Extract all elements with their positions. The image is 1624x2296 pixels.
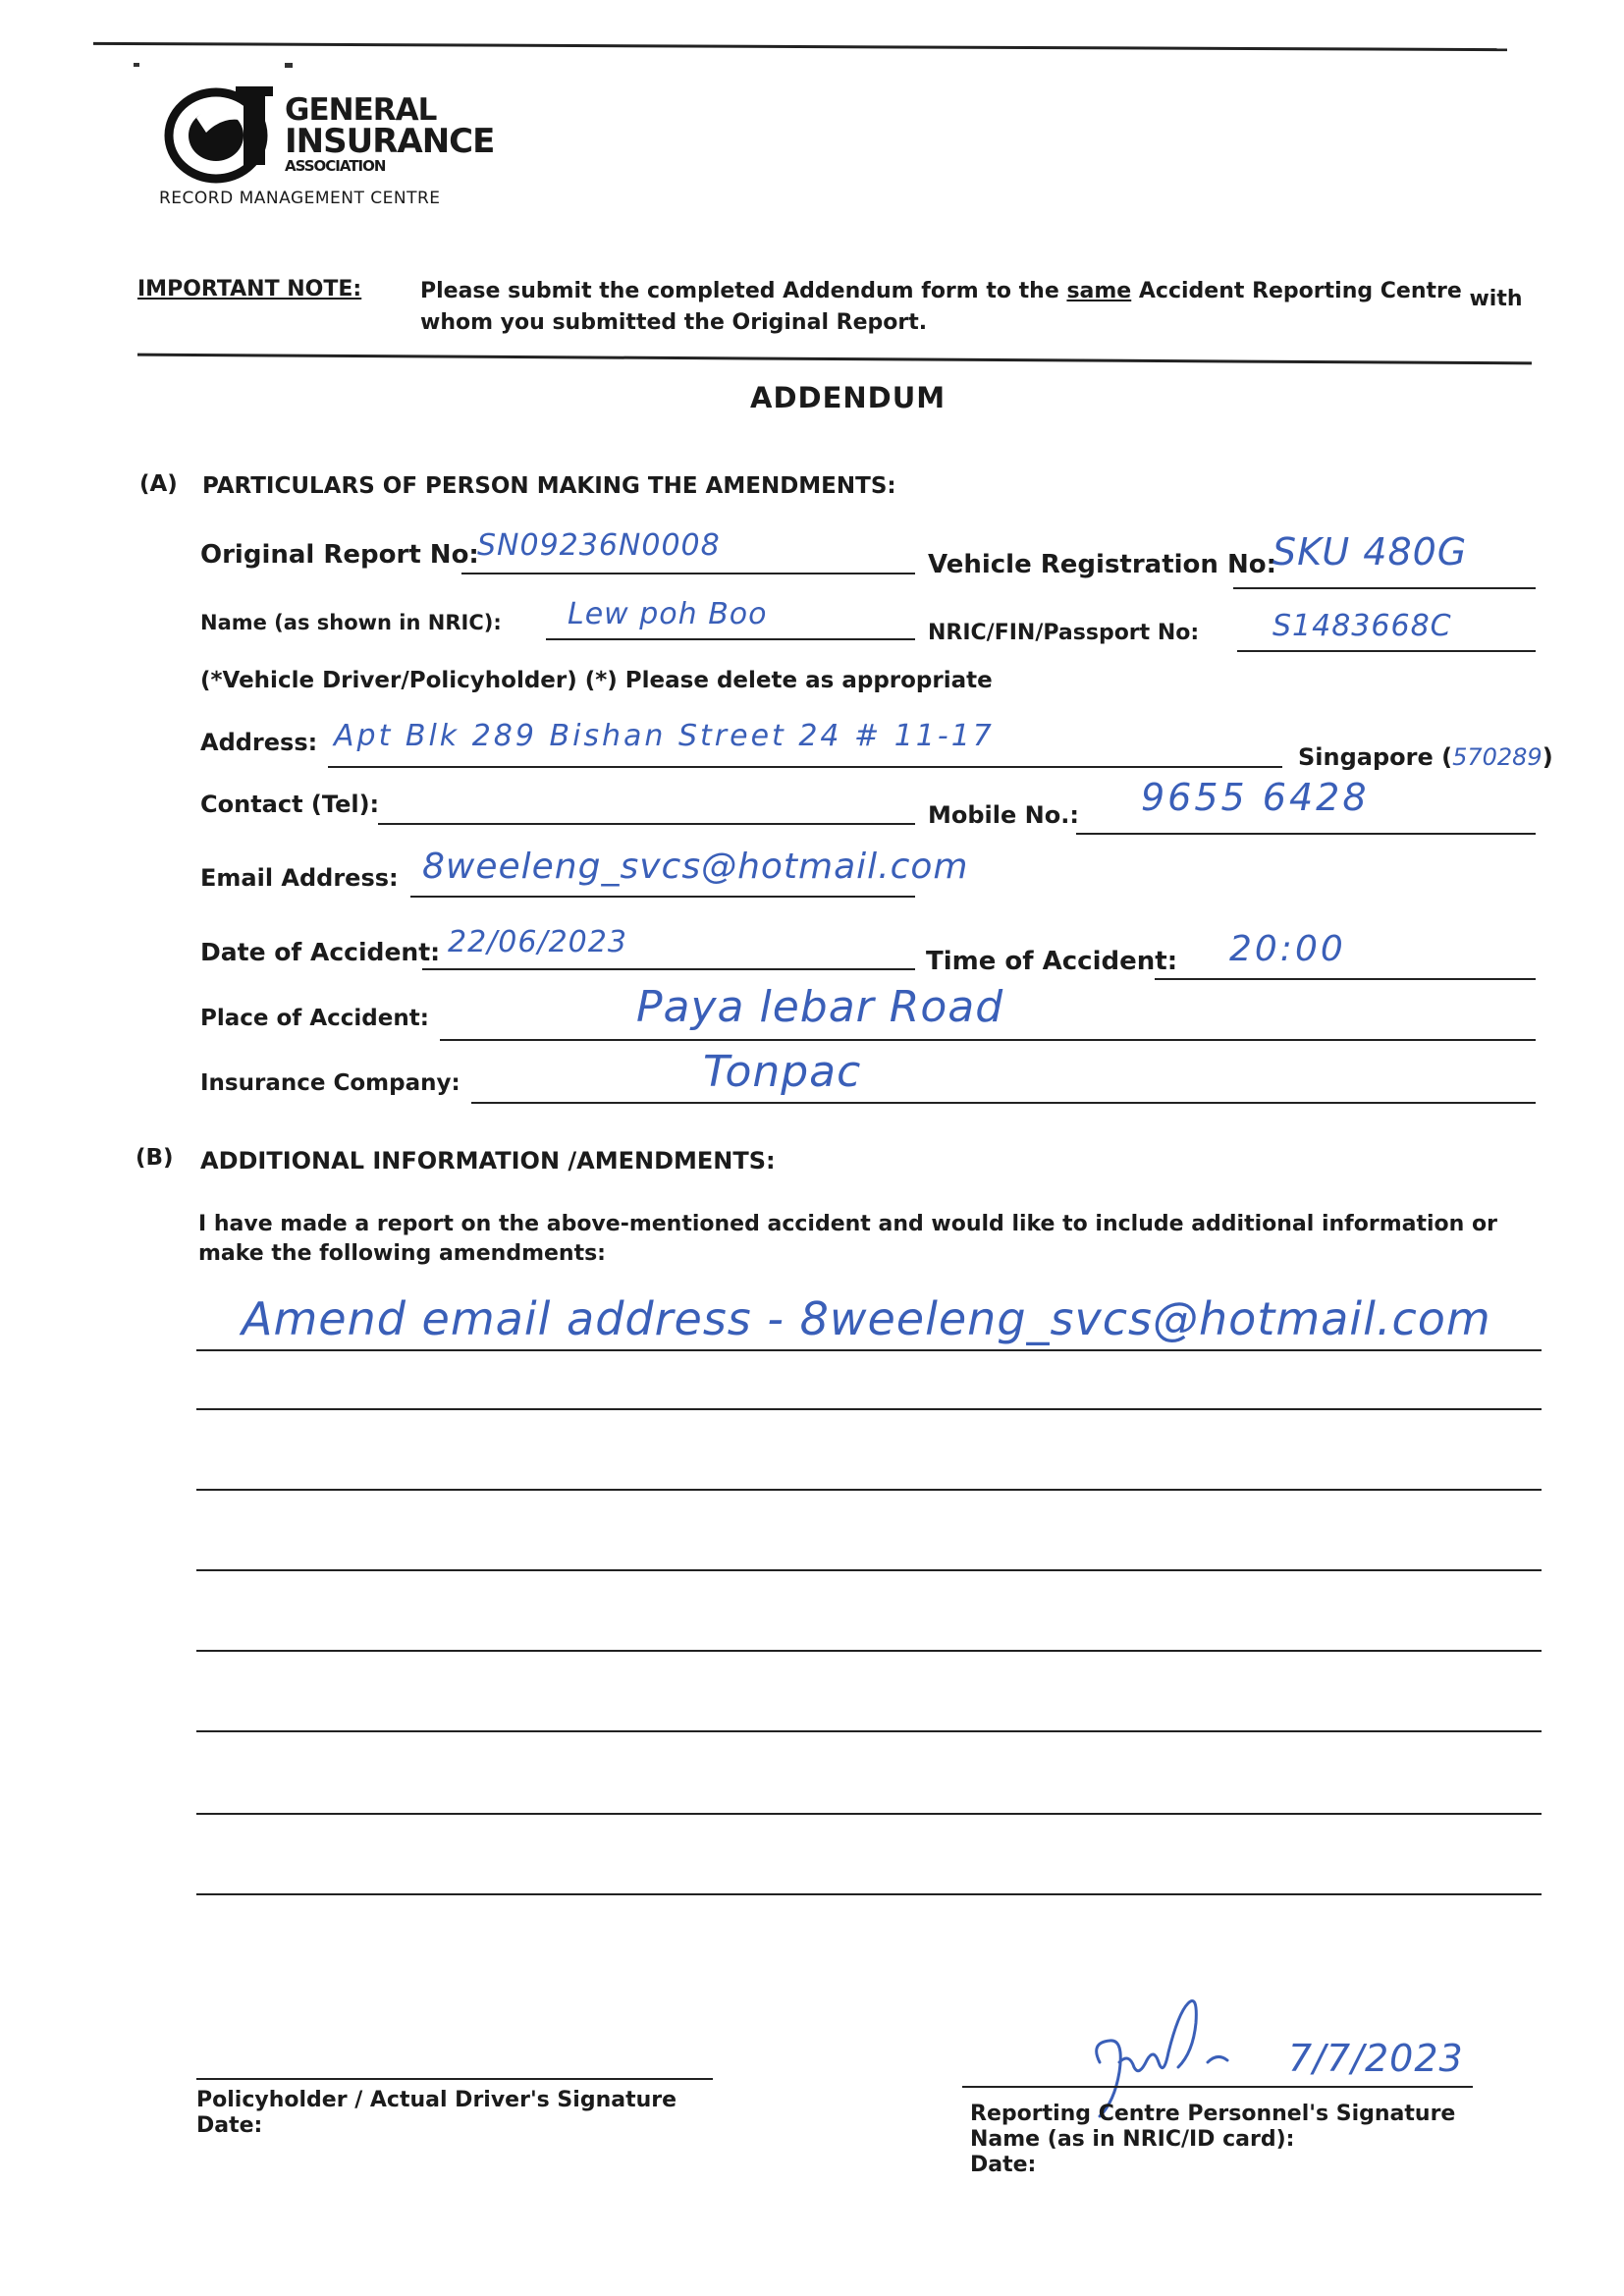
amendment-text[interactable]: Amend email address - 8weeleng_svcs@hotmail.com (242, 1292, 1491, 1345)
note-text-part-1: Please submit the completed Addendum form to the (420, 279, 1059, 303)
personnel-sign-date[interactable]: 7/7/2023 (1288, 2037, 1464, 2080)
nric-line (1237, 650, 1536, 652)
place-value[interactable]: Paya lebar Road (636, 982, 1004, 1032)
place-label: Place of Accident: (200, 1006, 429, 1031)
nric-value[interactable]: S1483668C (1272, 609, 1452, 643)
amendment-line-6 (196, 1730, 1542, 1732)
singapore-label: Singapore ( (1298, 743, 1453, 771)
scan-speck (285, 63, 293, 68)
scan-speck (134, 63, 139, 67)
mobile-line (1076, 833, 1536, 835)
form-title: ADDENDUM (750, 381, 947, 414)
email-label: Email Address: (200, 864, 399, 892)
scan-top-edge (93, 42, 1507, 51)
gia-emblem-icon (157, 79, 295, 187)
header-divider (137, 354, 1532, 365)
insurer-value[interactable]: Tonpac (703, 1047, 862, 1097)
address-value[interactable]: Apt Blk 289 Bishan Street 24 # 11-17 (334, 719, 995, 753)
insurer-label: Insurance Company: (200, 1070, 460, 1096)
contact-label: Contact (Tel): (200, 791, 380, 818)
vehicle-reg-label: Vehicle Registration No: (928, 550, 1276, 579)
note-text-part-2: Accident Reporting Centre (1138, 279, 1462, 303)
personnel-signature-label: Reporting Centre Personnel's Signature (970, 2102, 1456, 2126)
original-report-value[interactable]: SN09236N0008 (477, 528, 721, 563)
important-note-text-1 (420, 279, 1523, 311)
amendment-line-5 (196, 1650, 1542, 1652)
contact-line (378, 823, 915, 825)
logo-line-association: ASSOCIATION (285, 157, 386, 175)
amendment-line-2 (196, 1408, 1542, 1410)
original-report-label: Original Report No: (200, 540, 479, 570)
role-note: (*Vehicle Driver/Policyholder) (*) Please delete as appropriate (200, 668, 993, 693)
time-label: Time of Accident: (926, 947, 1178, 976)
amendment-line-8 (196, 1893, 1542, 1895)
personnel-signature-scribble (1070, 1984, 1267, 2121)
amendment-line-7 (196, 1813, 1542, 1815)
place-line (440, 1039, 1536, 1041)
mobile-label: Mobile No.: (928, 801, 1079, 829)
postal-value[interactable]: 570289 (1452, 743, 1543, 771)
section-b-intro-2: make the following amendments: (198, 1241, 606, 1266)
original-report-line (461, 573, 915, 574)
amendment-line-4 (196, 1569, 1542, 1571)
amendment-line-1 (196, 1349, 1542, 1351)
name-value[interactable]: Lew poh Boo (568, 597, 768, 631)
date-line (422, 968, 915, 970)
date-label: Date of Accident: (200, 938, 441, 966)
personnel-signature-line (962, 2086, 1473, 2088)
address-line (328, 766, 1282, 768)
personnel-date-label: Date: (970, 2153, 1037, 2177)
time-line (1155, 978, 1536, 980)
name-line (546, 638, 915, 640)
personnel-name-label: Name (as in NRIC/ID card): (970, 2127, 1295, 2152)
email-value[interactable]: 8weeleng_svcs@hotmail.com (422, 847, 969, 887)
singapore-postal (1298, 743, 1553, 771)
section-b-heading: ADDITIONAL INFORMATION /AMENDMENTS: (200, 1147, 776, 1175)
time-value[interactable]: 20:00 (1229, 929, 1346, 969)
logo-line-general: GENERAL (285, 92, 437, 128)
singapore-close: ) (1542, 743, 1553, 771)
mobile-value[interactable]: 9655 6428 (1141, 776, 1370, 819)
driver-signature-line (196, 2078, 713, 2080)
email-line (410, 896, 915, 898)
note-same: same (1066, 279, 1132, 303)
important-note-text-2: whom you submitted the Original Report. (420, 310, 928, 335)
note-with: with (1469, 287, 1523, 311)
important-note-label: IMPORTANT NOTE: (137, 277, 362, 301)
logo-line-insurance: INSURANCE (285, 122, 495, 161)
insurer-line (471, 1102, 1536, 1104)
vehicle-reg-line (1233, 587, 1536, 589)
driver-date-label: Date: (196, 2113, 263, 2138)
section-a-heading: PARTICULARS OF PERSON MAKING THE AMENDMENTS: (202, 473, 896, 499)
gia-logo (157, 79, 495, 216)
section-b-marker: (B) (135, 1145, 174, 1171)
name-label: Name (as shown in NRIC): (200, 611, 502, 634)
amendment-line-3 (196, 1489, 1542, 1491)
nric-label: NRIC/FIN/Passport No: (928, 621, 1200, 645)
logo-subtitle: RECORD MANAGEMENT CENTRE (159, 189, 441, 208)
date-value[interactable]: 22/06/2023 (448, 925, 627, 959)
section-a-marker: (A) (139, 471, 178, 497)
vehicle-reg-value[interactable]: SKU 480G (1272, 530, 1468, 574)
address-label: Address: (200, 729, 318, 756)
driver-signature-label: Policyholder / Actual Driver's Signature (196, 2088, 677, 2112)
section-b-intro-1: I have made a report on the above-mentioned accident and would like to include additional information or (198, 1212, 1497, 1236)
